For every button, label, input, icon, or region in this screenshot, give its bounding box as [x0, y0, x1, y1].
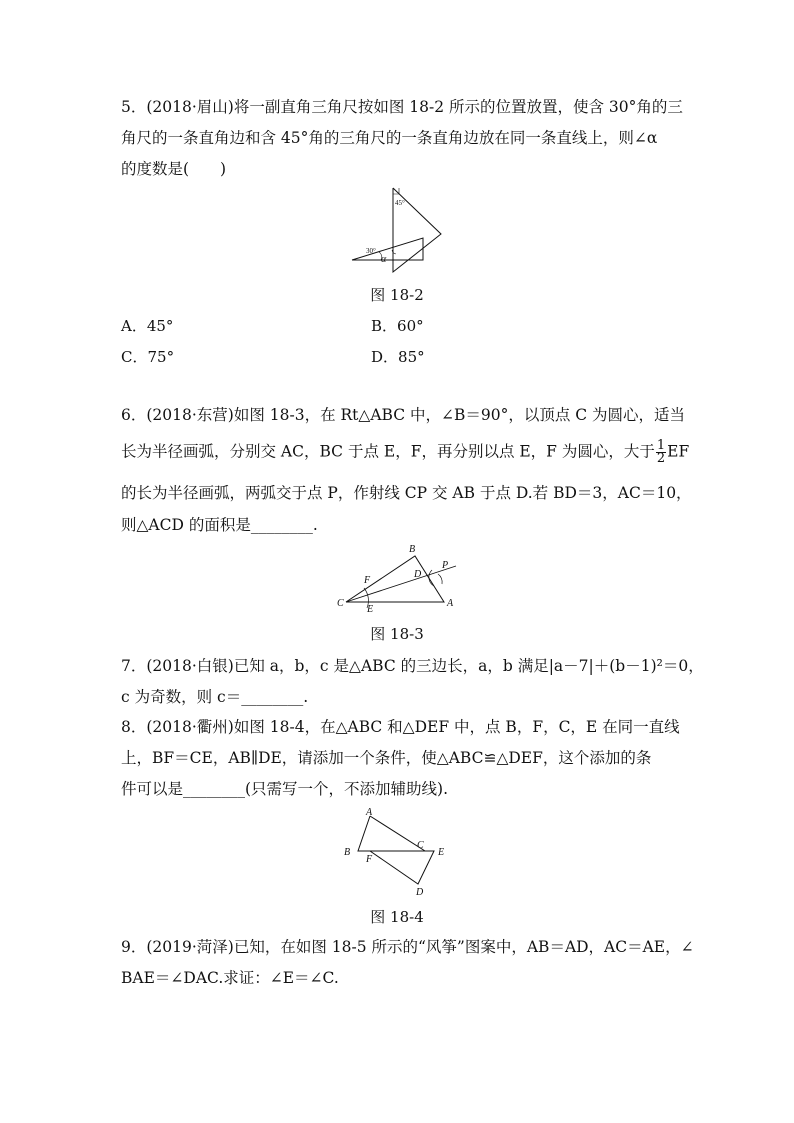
point-e-label: E	[438, 847, 445, 858]
angle-alpha-label: α	[381, 254, 387, 265]
q8-line-1: 8．(2018·衢州)如图 18-4，在△ABC 和△DEF 中，点 B，F，C，E 在同一直线	[121, 718, 680, 736]
figure-18-4-caption: 图 18-4	[370, 908, 424, 926]
point-b-label: B	[409, 544, 416, 555]
figure-18-3-drawing	[334, 542, 464, 617]
point-d-label: D	[416, 887, 424, 898]
q6-line-2-text: 长为半径画弧，分别交 AC，BC 于点 E，F，再分别以点 E，F 为圆心，大于	[121, 442, 655, 461]
q5-line-1: 5．(2018·眉山)将一副直角三角尺按如图 18-2 所示的位置放置，使含 30°角的三	[121, 98, 683, 116]
q6-line-2-ef: EF	[667, 442, 690, 461]
triangle-def	[370, 851, 434, 884]
point-a-label: A	[366, 807, 373, 818]
angle-45-label: 45°	[395, 199, 405, 207]
figure-18-2	[348, 186, 448, 276]
point-c-label: C	[337, 598, 344, 609]
q5-option-d: D．85°	[371, 348, 425, 366]
q6-line-4: 则△ACD 的面积是________.	[121, 516, 318, 534]
figure-18-2-caption: 图 18-2	[370, 286, 424, 304]
q8-line-3: 件可以是________(只需写一个，不添加辅助线).	[121, 780, 449, 798]
q6-line-2	[121, 440, 689, 465]
q5-option-c: C．75°	[121, 348, 175, 366]
point-c-label: C	[417, 840, 424, 851]
q5-line-3: 的度数是( )	[121, 160, 227, 178]
point-p-label: P	[442, 560, 449, 571]
q9-line-1: 9．(2019·菏泽)已知，在如图 18-5 所示的“风筝”图案中，AB＝AD，AC＝AE，∠	[121, 938, 694, 956]
q7-line-1: 7．(2018·白银)已知 a，b，c 是△ABC 的三边长，a，b 满足|a－7|＋(b－1)²＝0，	[121, 657, 704, 675]
arc-p-1	[438, 574, 442, 584]
point-f-label: F	[366, 854, 373, 865]
fraction-numerator: 1	[656, 438, 666, 453]
q9-line-2: BAE＝∠DAC.求证：∠E＝∠C.	[121, 969, 339, 987]
figure-18-3	[334, 542, 464, 617]
point-d-label: D	[414, 569, 422, 580]
point-f-label: F	[364, 575, 371, 586]
figure-18-3-caption: 图 18-3	[370, 625, 424, 643]
point-e-label: E	[367, 604, 374, 615]
q5-line-2: 角尺的一条直角边和含 45°角的三角尺的一条直角边放在同一条直线上，则∠α	[121, 129, 658, 147]
point-a-label: A	[447, 598, 454, 609]
q6-line-3: 的长为半径画弧，两弧交于点 P，作射线 CP 交 AB 于点 D.若 BD＝3，AC＝10，	[121, 484, 692, 502]
figure-18-4	[340, 806, 455, 901]
fraction-denominator: 2	[656, 451, 666, 466]
fraction-one-half	[656, 440, 666, 465]
q5-option-a: A．45°	[121, 317, 174, 335]
q8-line-2: 上，BF＝CE，AB∥DE，请添加一个条件，使△ABC≌△DEF，这个添加的条	[121, 749, 652, 767]
figure-18-4-drawing	[340, 806, 455, 901]
q5-option-b: B．60°	[371, 317, 424, 335]
triangle-abc	[358, 816, 425, 851]
q6-line-1: 6．(2018·东营)如图 18-3，在 Rt△ABC 中，∠B＝90°，以顶点 C 为圆心，适当	[121, 406, 686, 424]
arc-p-2	[429, 570, 434, 586]
q7-line-2: c 为奇数，则 c＝________.	[121, 688, 309, 706]
ray-cp	[346, 566, 456, 602]
figure-18-2-drawing	[348, 186, 448, 276]
angle-30-label: 30°	[366, 247, 376, 255]
point-b-label: B	[344, 847, 351, 858]
